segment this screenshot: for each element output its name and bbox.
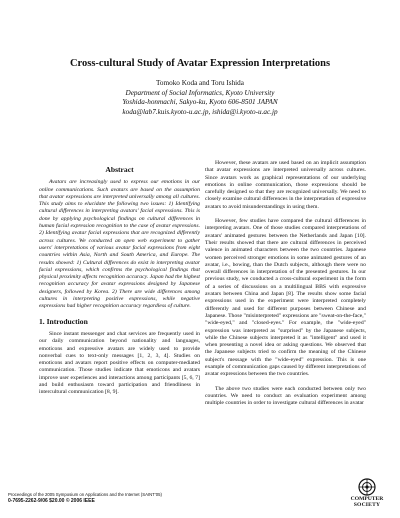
body-paragraph: The above two studies were each conducted between only two countries. We need to conduct an evaluation experiment among multiple countries in order to investigate cultural differences in avatar xyxy=(205,385,366,407)
author-names: Tomoko Koda and Toru Ishida xyxy=(156,79,244,87)
body-paragraph: However, few studies have compared the cultural differences in interpreting avatars. One of those studies compared interpretations of avatars' animated gestures between the Netherlands and Japan [10]. Their results showed that there are cultural differences in perceived valence in animated characters between the two countries. Japanese women perceived stronger emotions in some animated gestures of an avatar, i.e., bowing, than the Dutch subjects, although there were no overall differences in interpretation of the presented gestures. In our previous study, we conducted a cross-cultural experiment in the form of a series of discussions on a multilingual BBS with expressive avatars between China and Japan [8]. The results show some facial expressions used in the experiment were interpreted completely differently and used for different purposes between Chinese and Japanese. Those "misinterpreted" expressions are "sweat-on-the-face," "wide-eyed," and "closed-eyes." For example, the "wide-eyed" expression was interpreted as "surprised" by the Japanese subjects, while the Chinese subjects interpreted it as "intelligent" and used it when presenting a novel idea or asking questions. We observed that the Japanese subjects tried to confirm the meaning of the Chinese subject's message with the "wide-eyed" expression. This is one example of communication gaps caused by different interpretations of avatar expressions between the two countries. xyxy=(205,218,366,378)
logo-text-society: SOCIETY xyxy=(353,502,381,508)
logo-text-computer: COMPUTER xyxy=(350,496,384,502)
introduction-section xyxy=(39,318,200,397)
abstract-section xyxy=(39,166,200,311)
proceedings-line: Proceedings of the 2005 Symposium on Applications and the Internet (SAINT'05) xyxy=(8,492,162,497)
abstract-text: Avatars are increasingly used to express our emotions in our online communications. Such avatars are based on the assumption that avatar expressions are interpreted universally among all cultures. This study aims to elucidate the following two issues: 1) Identifying cultural differences in interpreting avatars' facial expressions. This is done by applying psychological findings on cultural differences in human facial expression recognition to the case of avatar expressions. 2) Identifying avatar facial expressions that are recognized differently across cultures. We conducted an open web experiment to gather users' interpretations of various avatar facial expressions from eight countries within Asia, North and South America, and Europe. The results showed: 1) Cultural differences do exist in interpreting avatar facial expressions, which confirms the psychological findings that physical proximity affects recognition accuracy. Japan had the highest recognition accuracy for avatar expressions designed by Japanese designers, followed by Korea. 2) There are wide differences among cultures in interpreting positive expressions, while negative expressions had higher recognition accuracy regardless of culture. xyxy=(39,179,200,310)
ieee-cs-emblem-icon xyxy=(358,478,376,496)
introduction-paragraph: Since instant messenger and chat services are frequently used in our daily communication beyond nationality and languages, emoticons and expressive avatars are widely used to provide nonverbal cues to text-only messages [1, 2, 3, 4]. Studies on emoticons and avatars report positive effects on computer-mediated communication. Those studies indicate that emoticons and avatars improve user experiences and interactions among participants [5, 6, 7] and build enthusiasm toward participation and friendliness in intercultural communication [8, 9]. xyxy=(39,330,200,396)
computer-society-logo xyxy=(347,478,387,514)
isbn-line: 0-7695-2262-9/06 $20.00 © 2006 IEEE xyxy=(8,498,95,504)
body-paragraph: However, these avatars are used based on an implicit assumption that avatar expressions are interpreted universally across cultures. Since avatars work as graphical representations of our underlying emotions in online communication, those expressions should be carefully designed so that they are recognized universally. We need to closely examine cultural differences in the interpretation of expressive avatars to avoid misunderstandings in using them. xyxy=(205,160,366,210)
author-affiliation: Department of Social Informatics, Kyoto University xyxy=(125,88,275,97)
introduction-heading: 1. Introduction xyxy=(39,316,88,326)
author-emails: koda@lab7.kuis.kyoto-u.ac.jp, ishida@i.kyoto-u.ac.jp xyxy=(122,107,278,116)
proceedings-footer xyxy=(8,492,162,504)
author-address: Yoshida-honmachi, Sakyo-ku, Kyoto 606-8501 JAPAN xyxy=(122,98,278,107)
author-block xyxy=(0,79,400,117)
right-column xyxy=(205,160,366,415)
paper-title: Cross-cultural Study of Avatar Expression Interpretations xyxy=(69,58,331,69)
left-column xyxy=(39,160,200,404)
abstract-heading: Abstract xyxy=(105,165,134,174)
